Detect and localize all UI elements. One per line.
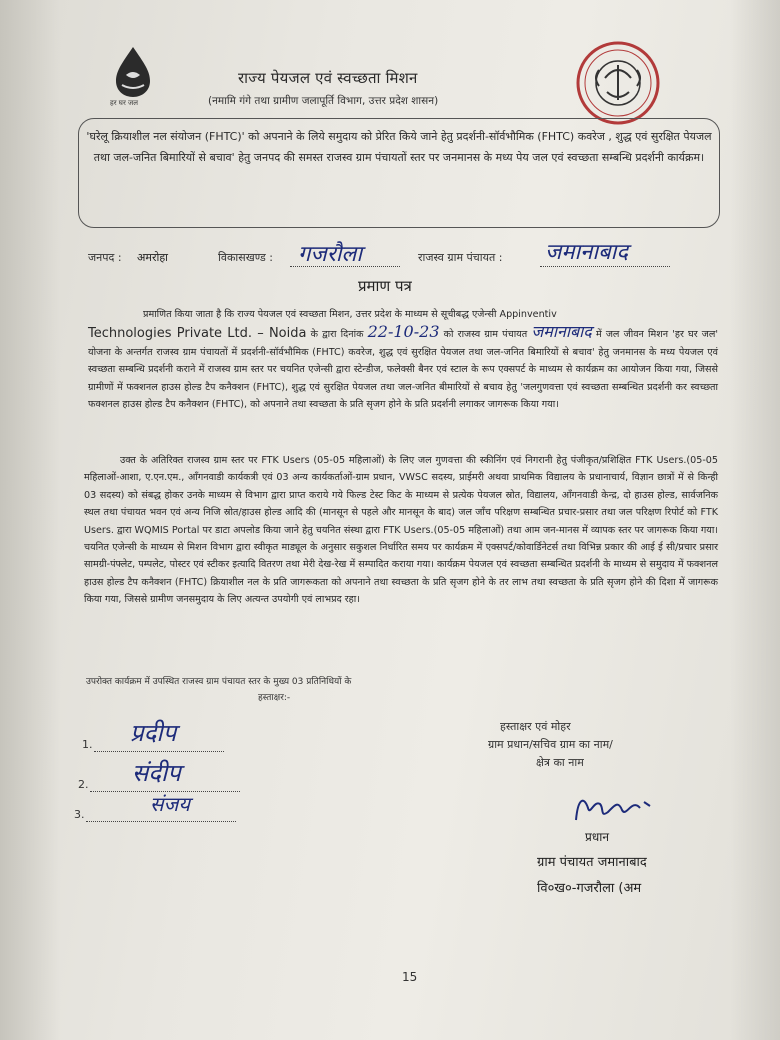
stamp-line-2: ग्राम पंचायत जमानाबाद: [537, 855, 647, 870]
block-label: विकासखण्ड :: [218, 251, 274, 264]
signature-heading-2: हस्ताक्षर:-: [258, 693, 291, 703]
page-shadow-right: [730, 0, 780, 1040]
water-mission-logo: [108, 45, 158, 115]
logo-caption: हर घर जल: [110, 99, 138, 107]
district-label: जनपद :: [88, 251, 122, 264]
program-box-text: 'घरेलू क्रियाशील नल संयोजन (FHTC)' को अपनाने के लिये समुदाय को प्रेरित किये जाने हेतु प्रदर्शनी-सॉर्वभौमिक (FHTC) कवरेज , शुद्ध एवं सुरक्षित पेयजल तथा जल-जनित बिमारियों से बचाव' हेतु जनपद की समस्त राजस्व ग्राम पंचायतों स्तर पर जनमानस के मध्य पेय जल एवं स्वच्छता सम्बन्धि प्रदर्शनी कार्यक्रम।: [86, 130, 712, 164]
signature-num-2: 2.: [78, 778, 89, 791]
p1-intro: प्रमाणित किया जाता है कि राज्य पेयजल एवं स्वच्छता मिशन, उत्तर प्रदेश के माध्यम से सूचीबद्ध एजेन्सी Appinventiv: [143, 309, 557, 320]
block-value-handwritten: गजरौला: [298, 242, 363, 267]
stamp-line-3: वि०ख०-गजरौला (अम: [537, 881, 642, 896]
paragraph-1: [88, 306, 718, 413]
page-shadow-left: [0, 0, 60, 1040]
signature-3-handwritten: संजय: [150, 792, 190, 816]
signature-num-3: 3.: [74, 808, 85, 821]
pradhan-label: ग्राम प्रधान/सचिव ग्राम का नाम/: [488, 738, 613, 751]
signature-2-handwritten: संदीप: [132, 759, 181, 787]
signature-1-handwritten: प्रदीप: [130, 719, 177, 747]
p1-d: में जल: [595, 329, 620, 341]
p1-agency: Technologies Private Ltd. – Noida: [88, 326, 307, 342]
document-title: प्रमाण पत्र: [358, 277, 412, 295]
signature-num-1: 1.: [82, 738, 93, 751]
p1-village-handwritten: जमानाबाद: [531, 322, 592, 342]
stamp-line-1: प्रधान: [585, 830, 609, 844]
header-subtitle: (नमामि गंगे तथा ग्रामीण जलापूर्ति विभाग, उत्तर प्रदेश शासन): [208, 95, 439, 107]
header-title: राज्य पेयजल एवं स्वच्छता मिशन: [238, 69, 418, 87]
signature-line-1: [94, 750, 224, 752]
paragraph-2: उक्त के अतिरिक्त राजस्व ग्राम स्तर पर FTK Users (05-05 महिलाओं) के लिए जल गुणवत्ता की स्कीनिंग एवं निगरानी हेतु पंजीकृत/प्रशिक्षित FTK Users.(05-05 महिलाओं-आशा, ए.एन.एम., आँगनवाडी कार्यकत्री एवं 03 अन्य कार्यकर्ताओं-ग्राम प्रधान, VWSC सदस्य, प्राईमरी अथवा प्राथमिक विद्यालय के प्रधानाचार्य, विज्ञान छात्रों में से किन्ही 03 सदस्य) को संबद्ध होकर उनके माध्यम से विभाग द्वारा प्राप्त कराये गये फिल्ड टेस्ट किट के माध्यम से प्रत्येक पेयजल स्रोत, विद्यालय, आँगनवाडी केन्द्र, दो हाउस होल्ड, सार्वजनिक स्थल तथा पंचायत भवन एवं अन्य निजि स्रोत/हाउस होल्ड आदि की (मानसून से पहले और मानसून के बाद) जल जाँच परिक्षण सम्बन्धित प्रचार-प्रसार तथा जल परिक्षण रिपोर्ट को FTK Users. द्वारा WQMIS Portal पर डाटा अपलोड किया जाने हेतु चयनित संस्था द्वारा FTK Users.(05-05 महिलाओं) तथा आम जन-मानस में व्यापक स्तर पर जागरूक किया गया। चयनित एजेन्सी के माध्यम से मिशन विभाग द्वारा स्वीकृत माड्यूल के अनुसार सकुशल निर्धारित समय पर कार्यक्रम में एक्सपर्ट/कोवार्डिनेटर्स तथा विभिन्न प्रकार की आई ई सी/प्रचार प्रसार सामग्री-पंफ्लेट, पम्पलेट, पोस्टर एवं स्टीकर इत्यादि वितरण तथा मेरी देख-रेख में सम्पादित कराया गया। कार्यक्रम पेयजल एवं स्वच्छता सम्बन्धित प्रदर्शनी के माध्यम से समुदाय में फक्शनल हाउस होल्ड टैप कनैक्शन (FHTC) क्रियाशील नल के प्रति जागरूकता को अपनाने तथा स्वच्छता के प्रति सृजग होने के तर लाभ तथा स्वच्छता के प्रति सृजग होने की दिशा में जागरूक किया गया, जिससे ग्रामीण जनसमुदाय के लिए अत्यन्त उपयोगी एवं लाभप्रद रहा।: [84, 455, 718, 606]
district-value: अमरोहा: [137, 251, 169, 264]
up-government-emblem-icon: [575, 40, 661, 126]
block-underline: [290, 265, 400, 267]
sign-seal-label: हस्ताक्षर एवं मोहर: [500, 720, 571, 733]
p1-b: के द्वारा दिनांक: [310, 329, 364, 341]
p1-c: को राजस्व ग्राम पंचायत: [443, 329, 528, 341]
page-number: 15: [402, 970, 418, 984]
panchayat-underline: [540, 265, 670, 267]
p1-rest: जीवन मिशन 'हर घर जल' योजना के अन्तर्गत राजस्व ग्राम पंचायतों में प्रदर्शनी-सॉर्वभौमिक (FHTC) कवरेज, शुद्ध एवं सुरक्षित पेयजल तथा जल-जनित बिमारियों से बचाव' हेतु जनमानस के मध्य पेयजल एवं स्वच्छता सम्बन्धि प्रदर्शनी कराने में राजस्व ग्राम स्तर पर चयनित एजेन्सी द्वारा स्टेन्डीज, फलेक्सी बैनर एवं स्टाल के रूप एक्सपर्ट के माध्यम से कार्यक्रम का आयोजन किया गया, जिससे ग्रामीणों में फक्शनल हाउस होल्ड टैप कनैक्शन (FHTC), शुद्ध एवं सुरक्षित पेयजल तथा जल-जनित बीमारियों से बचाव हेतु 'जलगुणवत्ता एवं स्वच्छता सम्बन्धित प्रदर्शनी कर स्वच्छ्ता फक्शनल हाउस होल्ड टैप कनैक्शन (FHTC), को अपनाने तथा स्वच्छता के प्रति सृजग होने के प्रति प्रदर्शनी लगाकर जागरूक किया गया।: [88, 329, 719, 411]
area-label: क्षेत्र का नाम: [536, 756, 584, 769]
signature-heading-1: उपरोक्त कार्यक्रम में उपस्थित राजस्व ग्राम पंचायत स्तर के मुख्य 03 प्रतिनिधियों के: [86, 677, 352, 687]
panchayat-label: राजस्व ग्राम पंचायत :: [418, 251, 503, 264]
p1-date-handwritten: 22-10-23: [367, 322, 440, 342]
signature-line-3: [86, 820, 236, 822]
panchayat-value-handwritten: जमानाबाद: [545, 240, 629, 265]
